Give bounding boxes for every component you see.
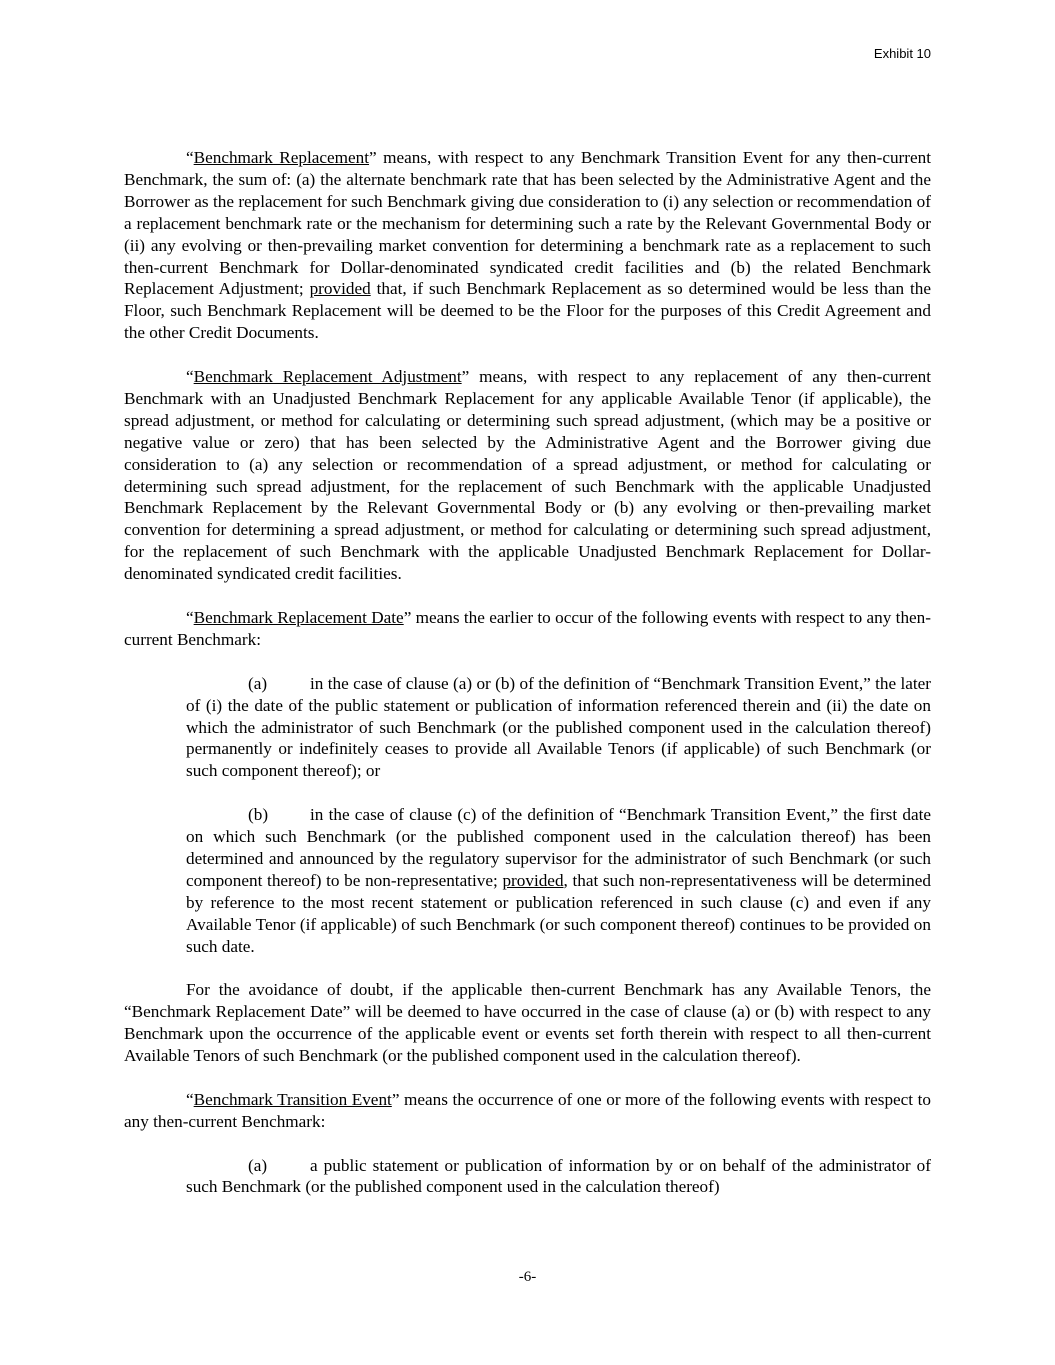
definition-benchmark-transition-event: “Benchmark Transition Event” means the occurrence of one or more of the following events with respect to any then-current Benchmark:	[124, 1089, 931, 1131]
page-number: -6-	[518, 1269, 537, 1285]
definition-benchmark-replacement-adjustment: “Benchmark Replacement Adjustment” means, with respect to any replacement of any then-current Benchmark with an Unadjusted Benchmark Replacement for any applicable Available Tenor (if applicable), the spread adjustment, or method for calculating or determining such spread adjustment, (which may be a positive or negative value or zero) that has been selected by the Administrative Agent and the Borrower giving due consideration to (a) any selection or recommendation of a spread adjustment, or method for calculating or determining such spread adjustment, for the replacement of such Benchmark with the applicable Unadjusted Benchmark Replacement by the Relevant Governmental Body or (b) any evolving or then-prevailing market convention for determining a spread adjustment, or method for calculating or determining such spread adjustment, for the replacement of such Benchmark with the applicable Unadjusted Benchmark Replacement for Dollar-denominated syndicated credit facilities.	[124, 367, 931, 584]
defined-term: Benchmark Replacement Date	[193, 608, 404, 627]
definition-benchmark-replacement-date: “Benchmark Replacement Date” means the earlier to occur of the following events with respect to any then-current Benchmark:	[124, 608, 931, 649]
clause-a: (a) a public statement or publication of information by or on behalf of the administrator of such Benchmark (or the published component used in the calculation thereof)	[186, 1155, 931, 1197]
avoidance-of-doubt-paragraph: For the avoidance of doubt, if the applicable then-current Benchmark has any Available Tenors, the “Benchmark Replacement Date” will be deemed to have occurred in the case of clause (a) or (b) with respect to any Benchmark upon the occurrence of the applicable event or events set forth therein with respect to all then-current Available Tenors of such Benchmark (or the published component used in the calculation thereof).	[124, 980, 931, 1066]
document-body	[124, 147, 931, 1220]
provided-term: provided	[309, 279, 371, 299]
clause-label: (a)	[248, 1155, 268, 1175]
clause-b: (b) in the case of clause (c) of the definition of “Benchmark Transition Event,” the first date on which such Benchmark (or the published component used in the calculation thereof) has been determined and announced by the regulatory supervisor for the administrator of such Benchmark (or such component thereof) to be non-representative; provided, that such non-representativeness will be determined by reference to the most recent statement or publication referenced in such clause (c) and even if any Available Tenor (if applicable) of such Benchmark (or such component thereof) continues to be provided on such date.	[186, 805, 931, 956]
defined-term: Benchmark Transition Event	[193, 1089, 392, 1109]
defined-term: Benchmark Replacement Adjustment	[193, 367, 462, 387]
clause-label: (b)	[248, 805, 269, 825]
defined-term: Benchmark Replacement	[193, 148, 370, 167]
clause-a: (a) in the case of clause (a) or (b) of the definition of “Benchmark Transition Event,” the later of (i) the date of the public statement or publication of information referenced therein and (ii) the date on which the administrator of such Benchmark (or the published component used in the calculation thereof) permanently or indefinitely ceases to provide all Available Tenors (if applicable) of such Benchmark (or such component thereof); or	[186, 673, 931, 781]
provided-term: provided	[502, 870, 564, 890]
definition-benchmark-replacement: “Benchmark Replacement” means, with respect to any Benchmark Transition Event for any then-current Benchmark, the sum of: (a) the alternate benchmark rate that has been selected by the Administrative Agent and the Borrower as the replacement for such Benchmark giving due consideration to (i) any selection or recommendation of a replacement benchmark rate or the mechanism for determining such a rate by the Relevant Governmental Body or (ii) any evolving or then-prevailing market convention for determining a benchmark rate as a replacement to such then-current Benchmark for Dollar-denominated syndicated credit facilities and (b) the related Benchmark Replacement Adjustment; provided that, if such Benchmark Replacement as so determined would be less than the Floor, such Benchmark Replacement will be deemed to be the Floor for the purposes of this Credit Agreement and the other Credit Documents.	[124, 148, 932, 343]
exhibit-label: Exhibit 10	[873, 46, 931, 61]
clause-label: (a)	[248, 673, 268, 693]
